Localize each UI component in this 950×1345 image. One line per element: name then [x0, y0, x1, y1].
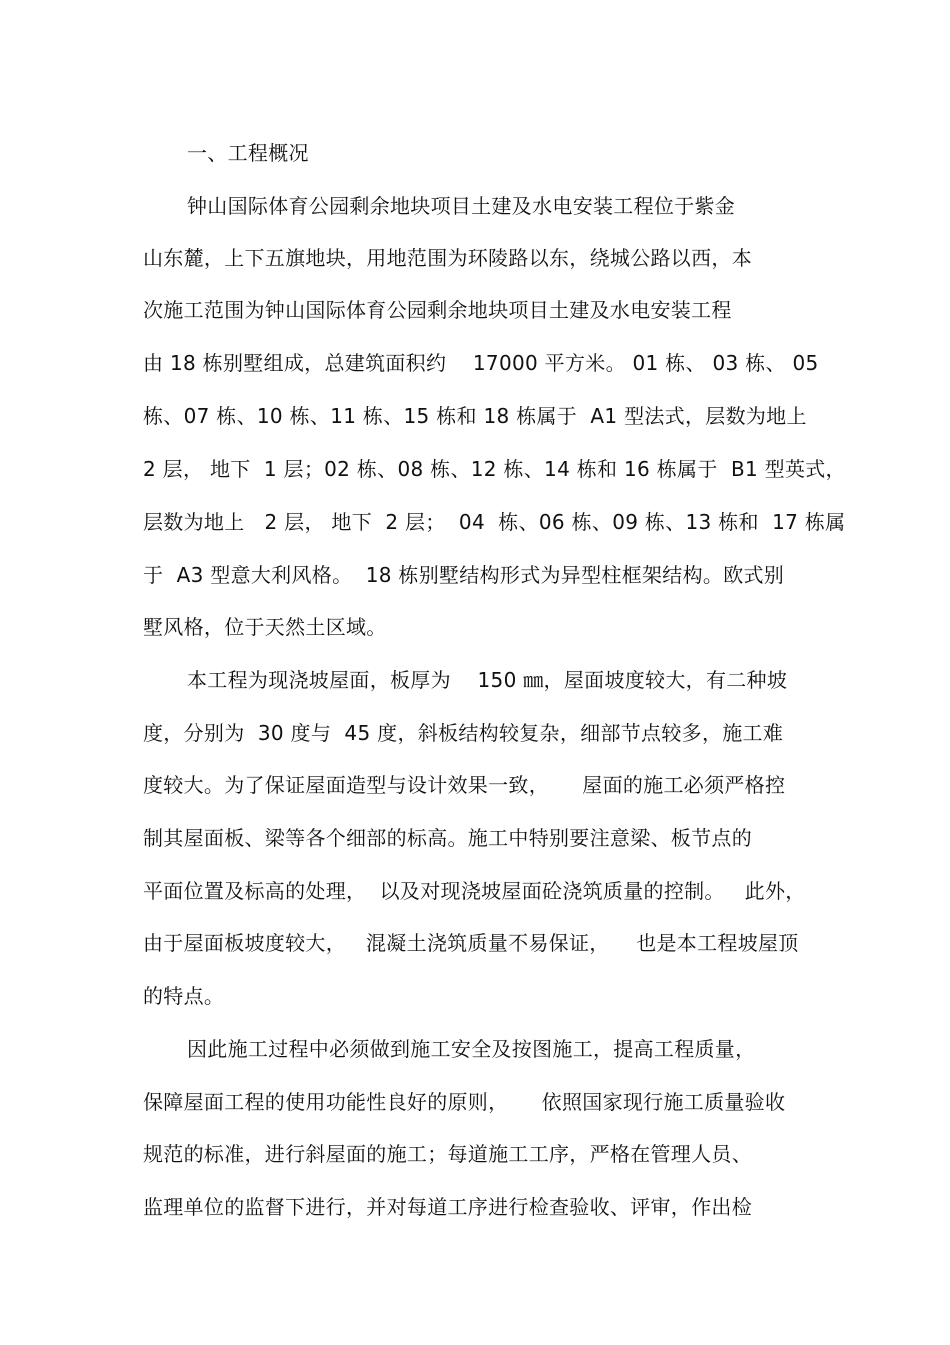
paragraph-1-line-3: 次施工范围为钟山国际体育公园剩余地块项目土建及水电安装工程 [143, 298, 732, 322]
paragraph-2-line-7: 的特点。 [143, 984, 225, 1008]
section-heading: 一、工程概况 [187, 141, 309, 165]
paragraph-1-line-7: 层数为地上 2 层， 地下 2 层； 04 栋、06 栋、09 栋、13 栋和 17 栋属 [143, 510, 846, 534]
paragraph-1-line-9: 墅风格，位于天然土区域。 [143, 615, 387, 639]
paragraph-2-line-5: 平面位置及标高的处理， 以及对现浇坡屋面砼浇筑质量的控制。 此外， [143, 879, 806, 903]
paragraph-2-line-1: 本工程为现浇坡屋面，板厚为 150 ㎜，屋面坡度较大，有二种坡 [187, 668, 788, 692]
paragraph-1-line-4: 由 18 栋别墅组成，总建筑面积约 17000 平方米。 01 栋、 03 栋、 05 [143, 351, 819, 375]
paragraph-3-line-3: 规范的标准，进行斜屋面的施工；每道施工工序，严格在管理人员、 [143, 1142, 752, 1166]
paragraph-3-line-4: 监理单位的监督下进行，并对每道工序进行检查验收、评审，作出检 [143, 1195, 752, 1219]
paragraph-1-line-1: 钟山国际体育公园剩余地块项目土建及水电安装工程位于紫金 [187, 194, 736, 218]
paragraph-1-line-6: 2 层， 地下 1 层；02 栋、08 栋、12 栋、14 栋和 16 栋属于 B1 型英式， [143, 457, 846, 481]
paragraph-2-line-4: 制其屋面板、梁等各个细部的标高。施工中特别要注意梁、板节点的 [143, 826, 752, 850]
paragraph-1-line-8: 于 A3 型意大利风格。 18 栋别墅结构形式为异型柱框架结构。欧式别 [143, 563, 785, 587]
paragraph-1-line-5: 栋、07 栋、10 栋、11 栋、15 栋和 18 栋属于 A1 型法式，层数为地上 [143, 404, 807, 428]
paragraph-2-line-3: 度较大。为了保证屋面造型与设计效果一致， 屋面的施工必须严格控 [143, 773, 786, 797]
paragraph-3-line-1: 因此施工过程中必须做到施工安全及按图施工，提高工程质量， [187, 1037, 756, 1061]
paragraph-3-line-2: 保障屋面工程的使用功能性良好的原则， 依照国家现行施工质量验收 [143, 1090, 786, 1114]
paragraph-1-line-2: 山东麓，上下五旗地块，用地范围为环陵路以东，绕城公路以西，本 [143, 246, 752, 270]
paragraph-2-line-6: 由于屋面板坡度较大， 混凝土浇筑质量不易保证， 也是本工程坡屋顶 [143, 931, 799, 955]
paragraph-2-line-2: 度，分别为 30 度与 45 度，斜板结构较复杂，细部节点较多，施工难 [143, 721, 784, 745]
